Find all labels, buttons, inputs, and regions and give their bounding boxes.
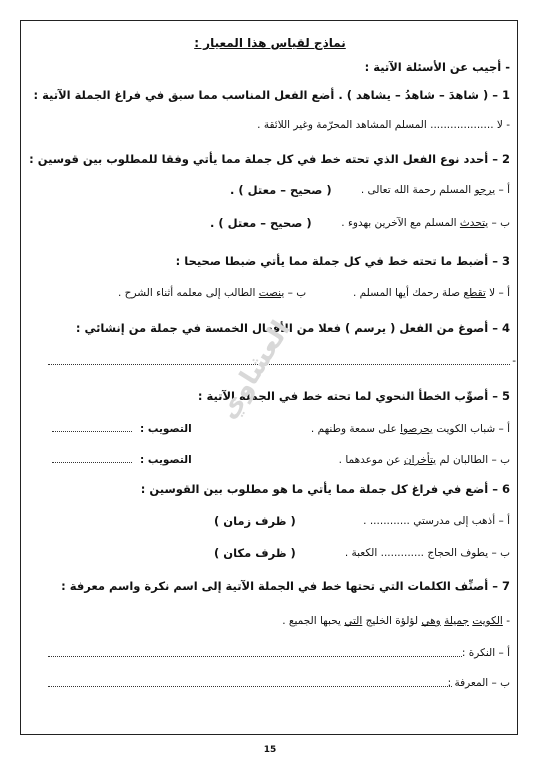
nakira-answer-line[interactable] — [48, 656, 462, 657]
correction-a-blank[interactable] — [52, 423, 132, 432]
question-5: 5 – أصوِّب الخطأ النحوي لما تحته خط في الجملة الآتية : — [197, 389, 510, 403]
correction-b-blank[interactable] — [52, 454, 132, 463]
page-number: 15 — [263, 745, 277, 755]
question-5-b: ب – الطالبان لم يتأخران عن موعدهما . — [338, 454, 510, 466]
watermark: العشاوي — [213, 315, 297, 425]
question-4: 4 – أصوغ من الفعل ( يرسم ) فعلا من الأفعال الخمسة في جملة من إنشائي : — [75, 321, 510, 335]
question-6: 6 – أضع في فراغ كل جملة مما يأتي ما هو مطلوب بين القوسين : — [140, 482, 510, 496]
question-6-a-option: ( ظرف زمان ) — [214, 514, 296, 528]
question-6-a: أ – أذهب إلى مدرستي ............ . — [363, 515, 510, 527]
page-title: نماذج لقياس هذا المعيار : — [194, 36, 346, 50]
question-7-sentence: - الكويت جميلة وهي لؤلؤة الخليج التي يحبها الجميع . — [282, 615, 510, 627]
question-3-a: أ – لا تقطع صلة رحمك أيها المسلم . — [352, 287, 510, 299]
question-6-b-option: ( ظرف مكان ) — [214, 546, 296, 560]
question-7-marifa: ب – المعرفة : — [447, 677, 510, 689]
question-5-b-correction: التصويب : — [50, 453, 192, 467]
answer-line-4[interactable] — [48, 364, 510, 365]
question-2-a: أ – يرجو المسلم رحمة الله تعالى . — [360, 184, 510, 196]
question-1: 1 – ( شاهدَ – شاهدُ – يشاهد ) . أضع الفعل المناسب مما سبق في فراغ الجملة الآتية : — [33, 88, 510, 102]
marifa-answer-line[interactable] — [48, 686, 452, 687]
question-5-a-correction: التصويب : — [50, 422, 192, 436]
question-7-nakira: أ – النكرة : — [461, 647, 510, 659]
question-2-b-options: ( صحيح – معتل ) . — [210, 216, 312, 230]
question-1-line: - لا ................... المسلم المشاهد المحرّمة وغير اللائقة . — [257, 119, 510, 131]
question-6-b: ب – يطوف الحجاج ............. الكعبة . — [344, 547, 510, 559]
question-3: 3 – أضبط ما تحته خط في كل جملة مما يأتي ضبطا صحيحا : — [175, 254, 510, 268]
section-heading: - أجيب عن الأسئلة الآتية : — [364, 60, 510, 74]
question-7: 7 – أصنِّف الكلمات التي تحتها خط في الجملة الآتية إلى اسم نكرة واسم معرفة : — [61, 579, 510, 593]
question-2-b: ب – يتحدث المسلم مع الآخرين بهدوء . — [341, 217, 510, 229]
question-5-a: أ – شباب الكويت يحرصوا على سمعة وطنهم . — [310, 423, 510, 435]
answer-line-4-dash: - — [512, 355, 516, 367]
question-2-a-options: ( صحيح – معتل ) . — [230, 183, 332, 197]
question-3-b: ب – ينصت الطالب إلى معلمه أثناء الشرح . — [118, 287, 307, 299]
question-2: 2 – أحدد نوع الفعل الذي تحته خط في كل جملة مما يأتي وفقا للمطلوب بين قوسين : — [29, 152, 510, 166]
